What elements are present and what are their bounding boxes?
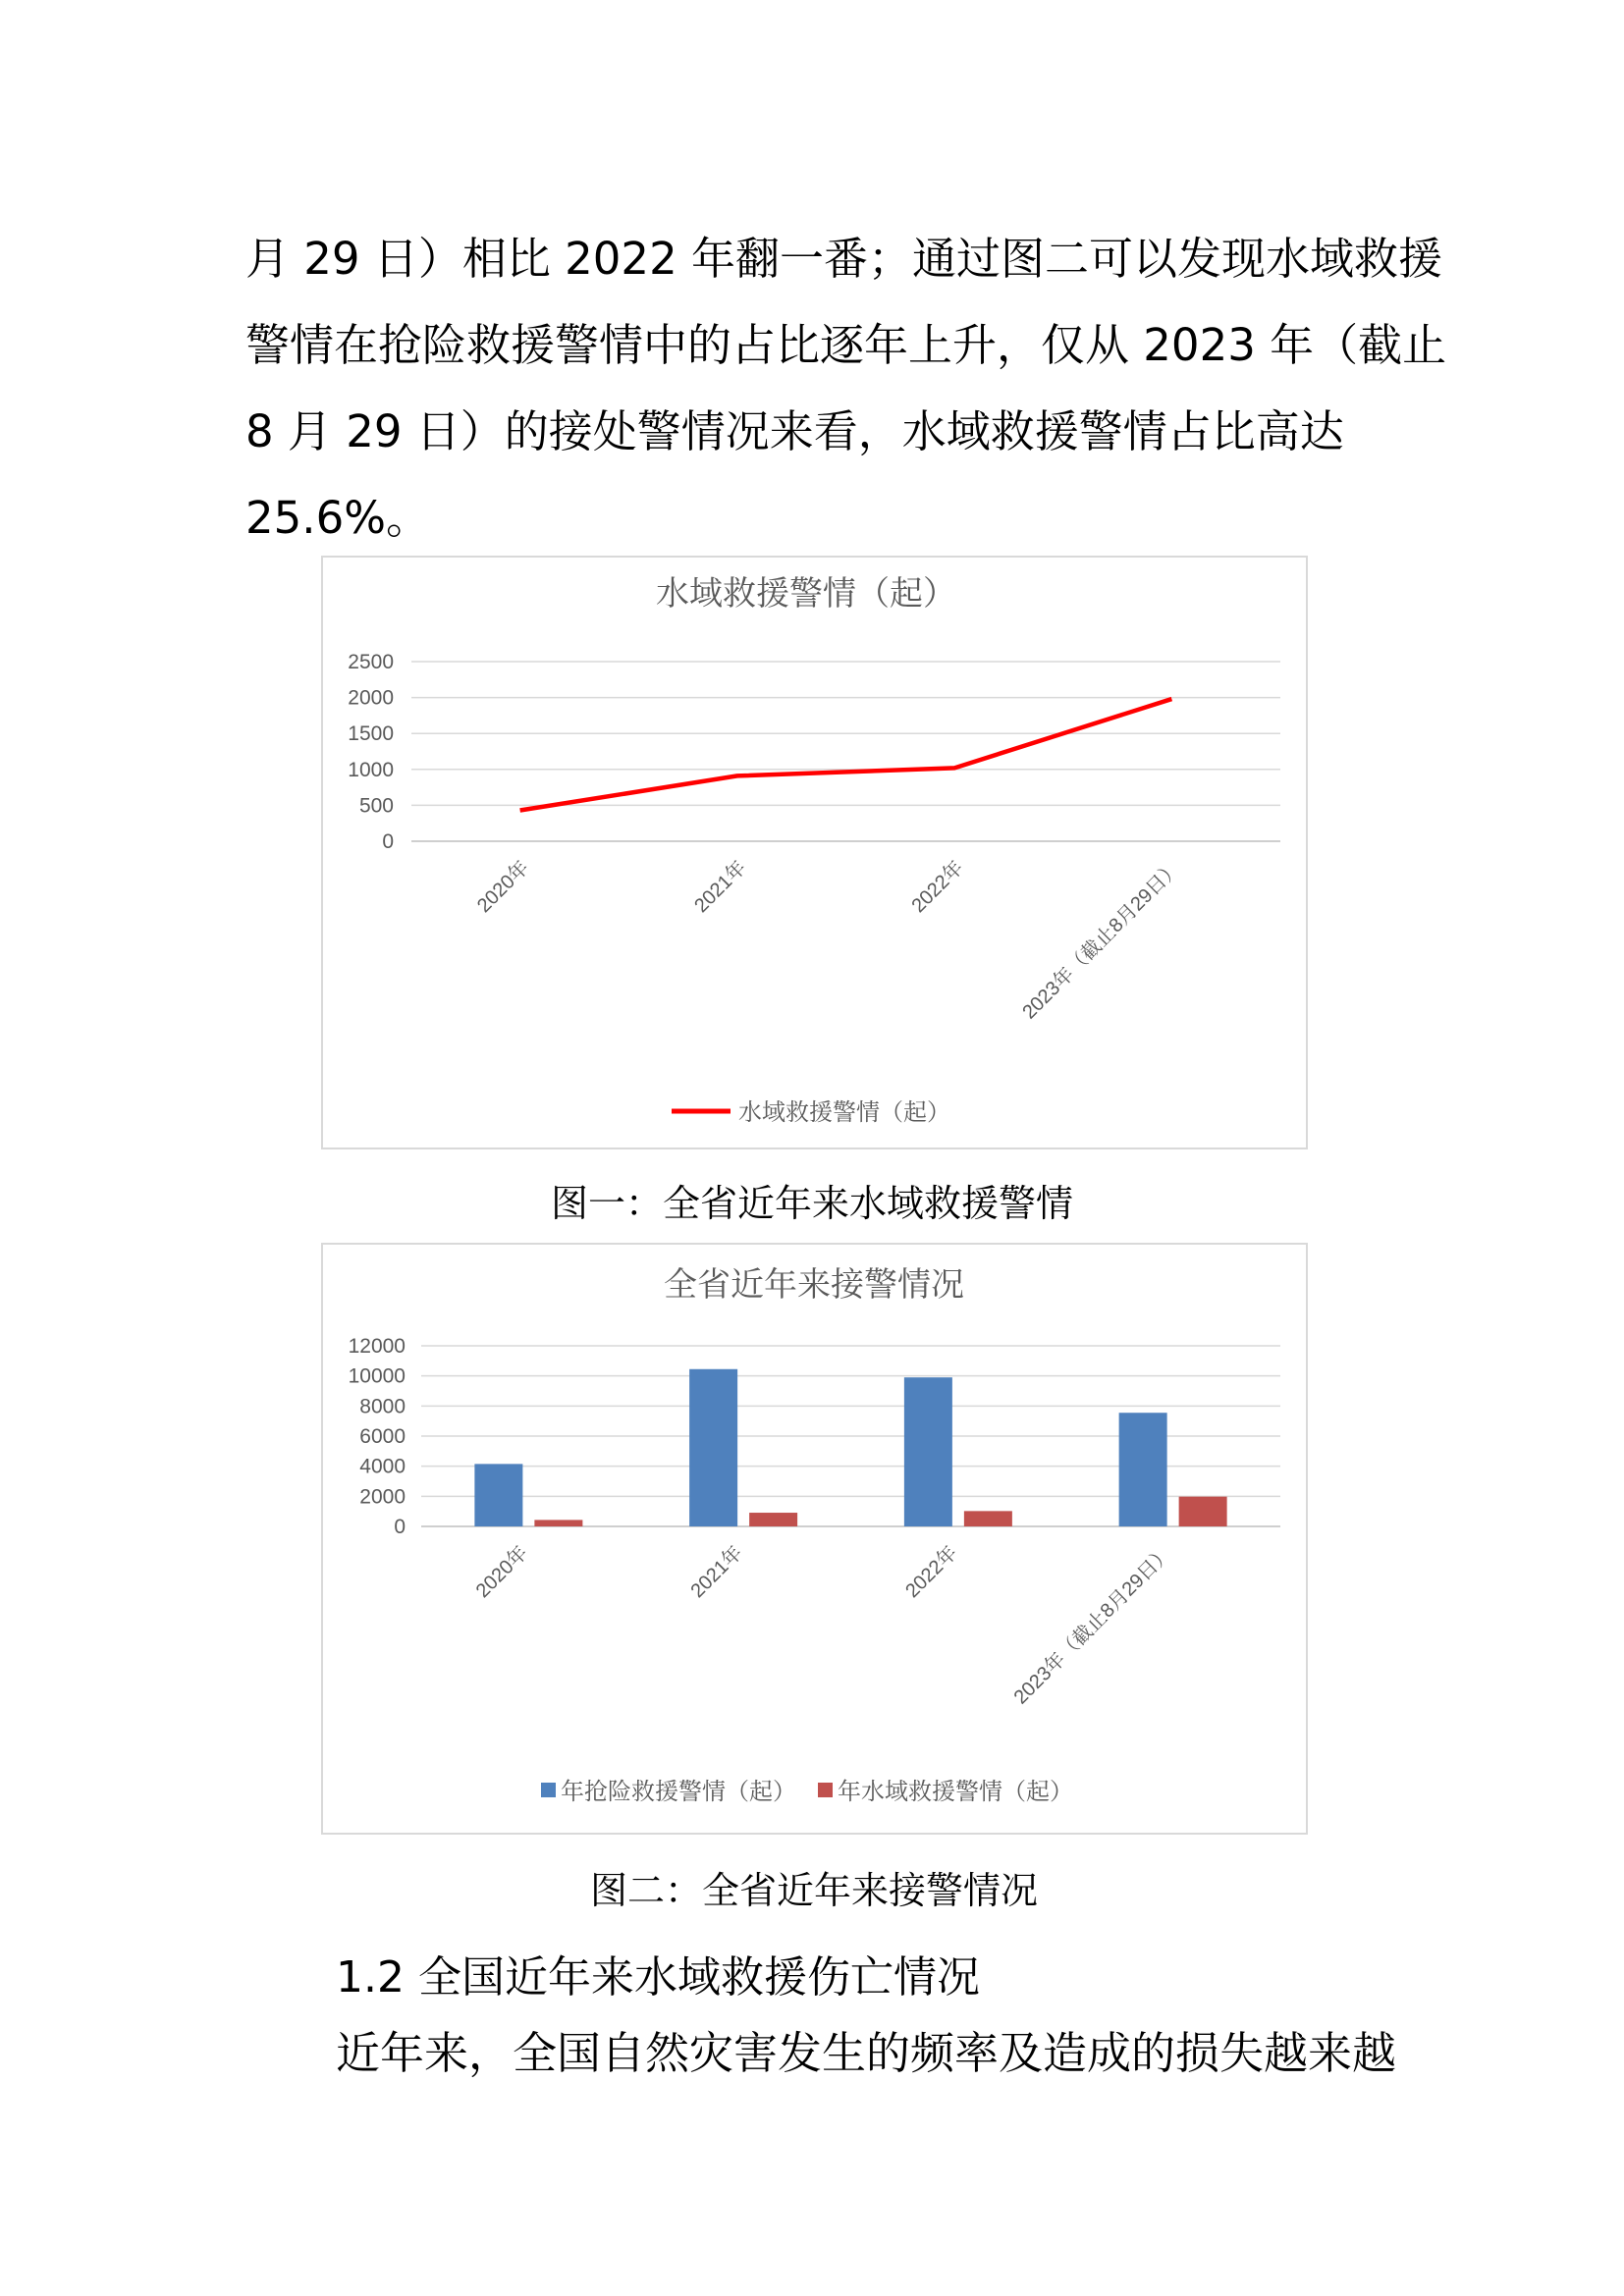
bar (474, 1464, 522, 1526)
x-tick-label: 2021年 (690, 856, 751, 918)
bar (749, 1513, 797, 1526)
paragraph-line: 月 29 日）相比 2022 年翻一番；通过图二可以发现水域救援 (245, 233, 1443, 285)
legend-label: 年水域救援警情（起） (838, 1778, 1073, 1805)
legend-swatch (818, 1783, 833, 1797)
x-tick-label: 2020年 (472, 856, 534, 918)
x-tick-label: 2022年 (907, 856, 968, 918)
y-tick-label: 500 (358, 794, 394, 818)
y-tick-label: 12000 (348, 1335, 406, 1358)
y-tick-label: 1000 (348, 758, 394, 781)
x-tick-label: 2023年（截止8月29日） (1009, 1541, 1177, 1709)
chart-title: 水域救援警情（起） (656, 574, 956, 614)
bar (904, 1377, 952, 1526)
y-tick-label: 2500 (348, 651, 394, 673)
y-tick-label: 0 (382, 830, 394, 853)
bar (964, 1511, 1012, 1526)
y-tick-label: 2000 (359, 1485, 406, 1509)
y-tick-label: 10000 (348, 1364, 406, 1388)
paragraph-line: 8 月 29 日）的接处警情况来看，水域救援警情占比高达 (245, 405, 1344, 457)
y-tick-label: 0 (394, 1516, 406, 1538)
bar (1119, 1413, 1167, 1526)
y-tick-label: 2000 (348, 686, 394, 710)
paragraph-line: 25.6%。 (245, 492, 430, 544)
bar-chart (323, 1245, 1306, 1833)
bar (1179, 1497, 1227, 1526)
x-tick-label: 2022年 (901, 1541, 962, 1603)
chart-title: 全省近年来接警情况 (664, 1265, 964, 1305)
intro-paragraph (245, 216, 1447, 561)
line-chart (323, 558, 1306, 1148)
bar (689, 1369, 737, 1526)
x-tick-label: 2020年 (471, 1541, 532, 1603)
section-body: 近年来，全国自然灾害发生的频率及造成的损失越来越 (336, 2027, 1397, 2079)
paragraph-line: 警情在抢险救援警情中的占比逐年上升，仅从 2023 年（截止 (245, 319, 1447, 371)
y-tick-label: 6000 (359, 1425, 406, 1448)
legend-label: 水域救援警情（起） (738, 1098, 950, 1126)
chart-alarm-overview (321, 1243, 1308, 1835)
chart-water-rescue (321, 556, 1308, 1149)
legend-label: 年抢险救援警情（起） (561, 1778, 796, 1805)
y-tick-label: 4000 (359, 1455, 406, 1478)
figure1-caption: 图一：全省近年来水域救援警情 (551, 1182, 1074, 1225)
x-tick-label: 2023年（截止8月29日） (1018, 856, 1185, 1024)
figure2-caption: 图二：全省近年来接警情况 (590, 1869, 1039, 1912)
section-title: 1.2 全国近年来水域救援伤亡情况 (336, 1952, 980, 2002)
y-tick-label: 8000 (359, 1395, 406, 1418)
series-line (520, 699, 1172, 810)
x-tick-label: 2021年 (686, 1541, 747, 1603)
y-tick-label: 1500 (348, 722, 394, 746)
bar (534, 1520, 582, 1526)
legend-swatch (541, 1783, 556, 1797)
